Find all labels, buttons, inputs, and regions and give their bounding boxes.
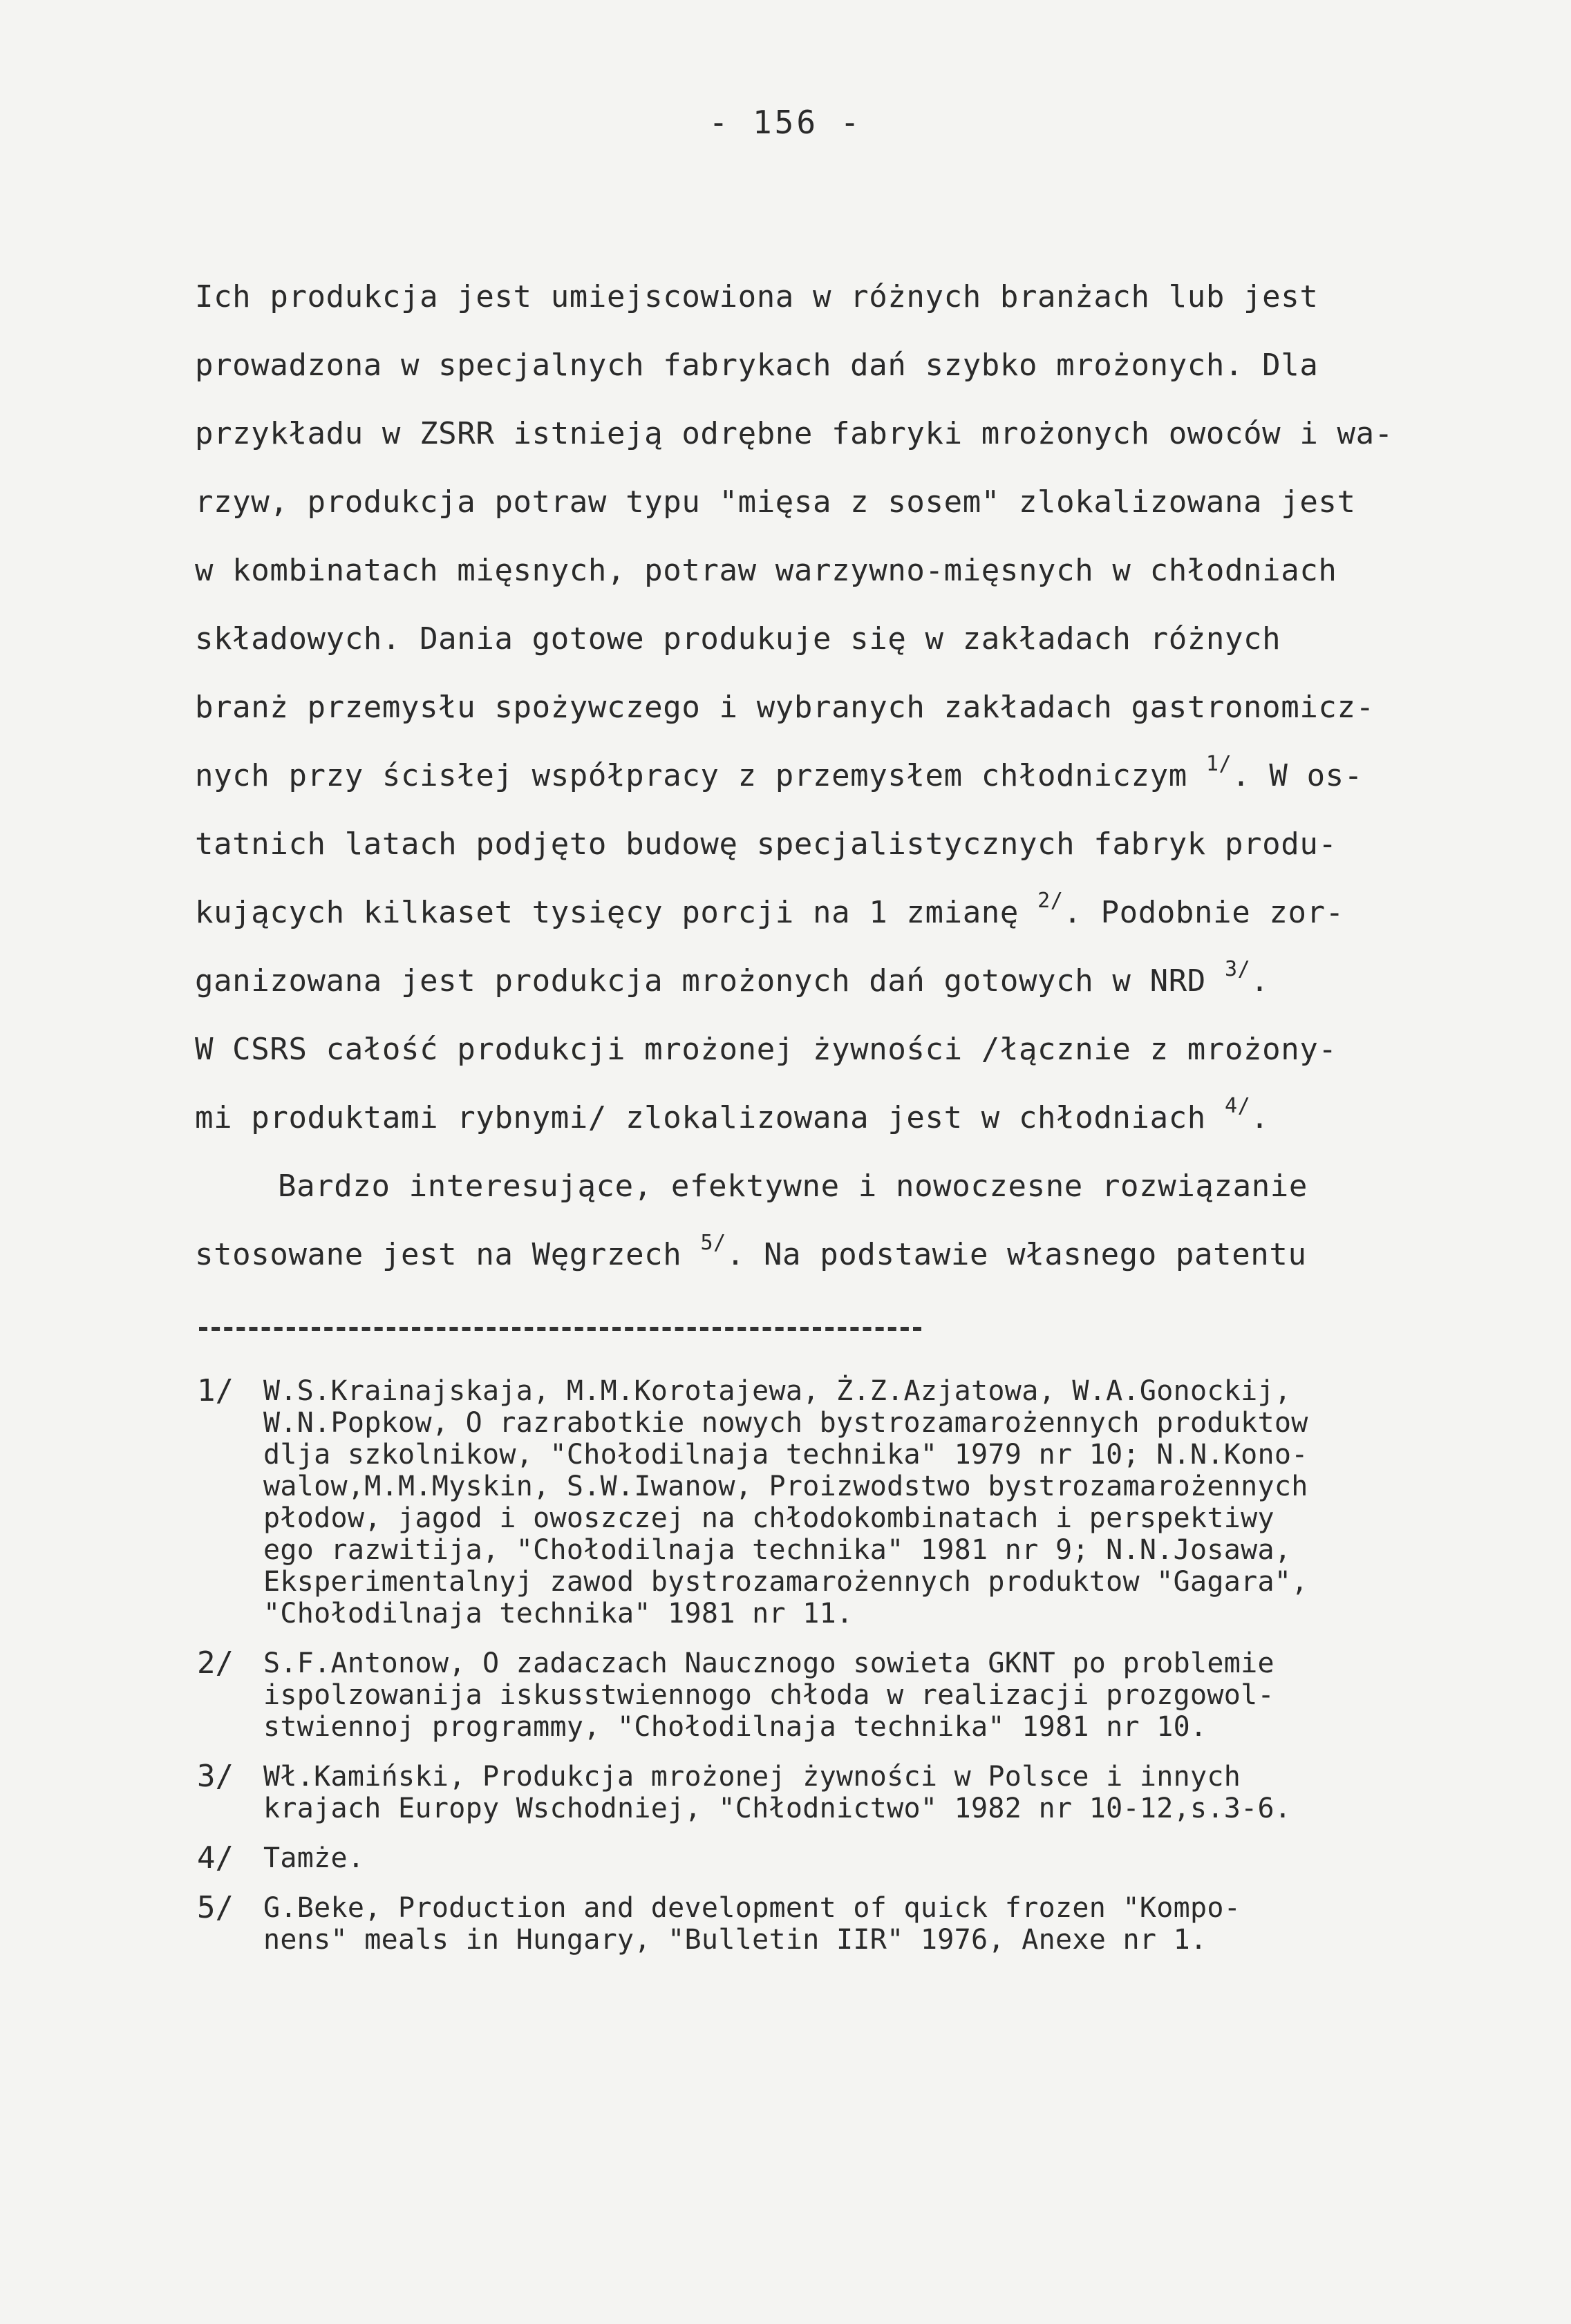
footnote xyxy=(197,1647,1562,1743)
footnote xyxy=(197,1842,1562,1874)
footnote-text: W.S.Krainajskaja, M.M.Korotajewa, Ż.Z.Azjatowa, W.A.Gonockij, W.N.Popkow, O razrabotkie nowych bystrozamarożennych produktow dlja szkolnikow, "Chołodilnaja technika" 1979 nr 10; N.N.Kono- walow,M.M.Myskin, S.W.Iwanow, Proizwodstwo bystrozamarożennych płodow, jagod i owoszczej na chłodokombinatach i perspektiwy ego razwitija, "Chołodilnaja technika" 1981 nr 9; N.N.Josawa, Eksperimentalnyj zawod bystrozamarożennych produktow "Gagara", "Chołodilnaja technika" 1981 nr 11. xyxy=(263,1375,1308,1629)
footnote-ref-3: 3/ xyxy=(1224,957,1251,981)
body-text-segment: . Podobnie zor- xyxy=(1063,895,1344,930)
body-line xyxy=(195,741,1536,810)
footnote-text: Tamże. xyxy=(263,1842,365,1874)
page-number: - 156 - xyxy=(708,104,863,141)
body-line: przykładu w ZSRR istnieją odrębne fabryki mrożonych owoców i wa- xyxy=(195,416,1393,451)
footnote xyxy=(197,1375,1562,1629)
body-line: Bardzo interesujące, efektywne i nowoczesne rozwiązanie xyxy=(278,1169,1308,1204)
footnote-number: 3/ xyxy=(197,1759,234,1794)
footnote-ref-2: 2/ xyxy=(1037,889,1064,913)
body-text-segment: ganizowana jest produkcja mrożonych dań gotowych w NRD xyxy=(195,963,1225,999)
footnote-text: Wł.Kamiński, Produkcja mrożonej żywności w Polsce i innych krajach Europy Wschodniej, "Chłodnictwo" 1982 nr 10-12,s.3-6. xyxy=(263,1761,1292,1824)
footnote-text: S.F.Antonow, O zadaczach Naucznogo sowieta GKNT po problemie ispolzowanija iskusstwiennogo chłoda w realizacji prozgowol- stwiennoj programmy, "Chołodilnaja technika" 1981 nr 10. xyxy=(263,1647,1274,1743)
footnote xyxy=(197,1892,1562,1956)
footnote-ref-4: 4/ xyxy=(1224,1094,1251,1118)
body-text-segment: stosowane jest na Węgrzech xyxy=(195,1237,701,1272)
body-line: prowadzona w specjalnych fabrykach dań szybko mrożonych. Dla xyxy=(195,348,1319,383)
footnotes xyxy=(197,1375,1562,1974)
footnote-number: 4/ xyxy=(197,1840,234,1876)
body-text-segment: . xyxy=(1250,1100,1270,1135)
footnote-separator xyxy=(199,1327,921,1331)
footnote-number: 5/ xyxy=(197,1890,234,1925)
body-line xyxy=(195,1084,1536,1152)
body-text-segment: kujących kilkaset tysięcy porcji na 1 zmianę xyxy=(195,895,1038,930)
body-text-segment: . Na podstawie własnego patentu xyxy=(726,1237,1307,1272)
body-line: Ich produkcja jest umiejscowiona w różnych branżach lub jest xyxy=(195,279,1319,314)
body-line xyxy=(195,1220,1536,1289)
footnote-ref-1: 1/ xyxy=(1205,752,1232,776)
body-line: składowych. Dania gotowe produkuje się w zakładach różnych xyxy=(195,621,1281,656)
body-line: rzyw, produkcja potraw typu "mięsa z sosem" zlokalizowana jest xyxy=(195,484,1356,520)
footnote xyxy=(197,1761,1562,1824)
body-line: w kombinatach mięsnych, potraw warzywno-mięsnych w chłodniach xyxy=(195,553,1337,588)
body-line: tatnich latach podjęto budowę specjalistycznych fabryk produ- xyxy=(195,826,1337,862)
body-text-segment: . xyxy=(1250,963,1270,999)
body-text-segment: nych przy ścisłej współpracy z przemysłem chłodniczym xyxy=(195,758,1206,793)
body-text xyxy=(195,263,1536,1289)
body-line xyxy=(195,878,1536,947)
body-line: branż przemysłu spożywczego i wybranych zakładach gastronomicz- xyxy=(195,690,1375,725)
footnote-text: G.Beke, Production and development of quick frozen "Kompo- nens" meals in Hungary, "Bulletin IIR" 1976, Anexe nr 1. xyxy=(263,1892,1241,1956)
footnote-number: 1/ xyxy=(197,1373,234,1408)
footnote-number: 2/ xyxy=(197,1645,234,1681)
body-text-segment: . W os- xyxy=(1232,758,1363,793)
footnote-ref-5: 5/ xyxy=(700,1231,726,1255)
body-line xyxy=(195,947,1536,1015)
body-line: W CSRS całość produkcji mrożonej żywności /łącznie z mrożony- xyxy=(195,1032,1337,1067)
body-text-segment: mi produktami rybnymi/ zlokalizowana jest w chłodniach xyxy=(195,1100,1225,1135)
